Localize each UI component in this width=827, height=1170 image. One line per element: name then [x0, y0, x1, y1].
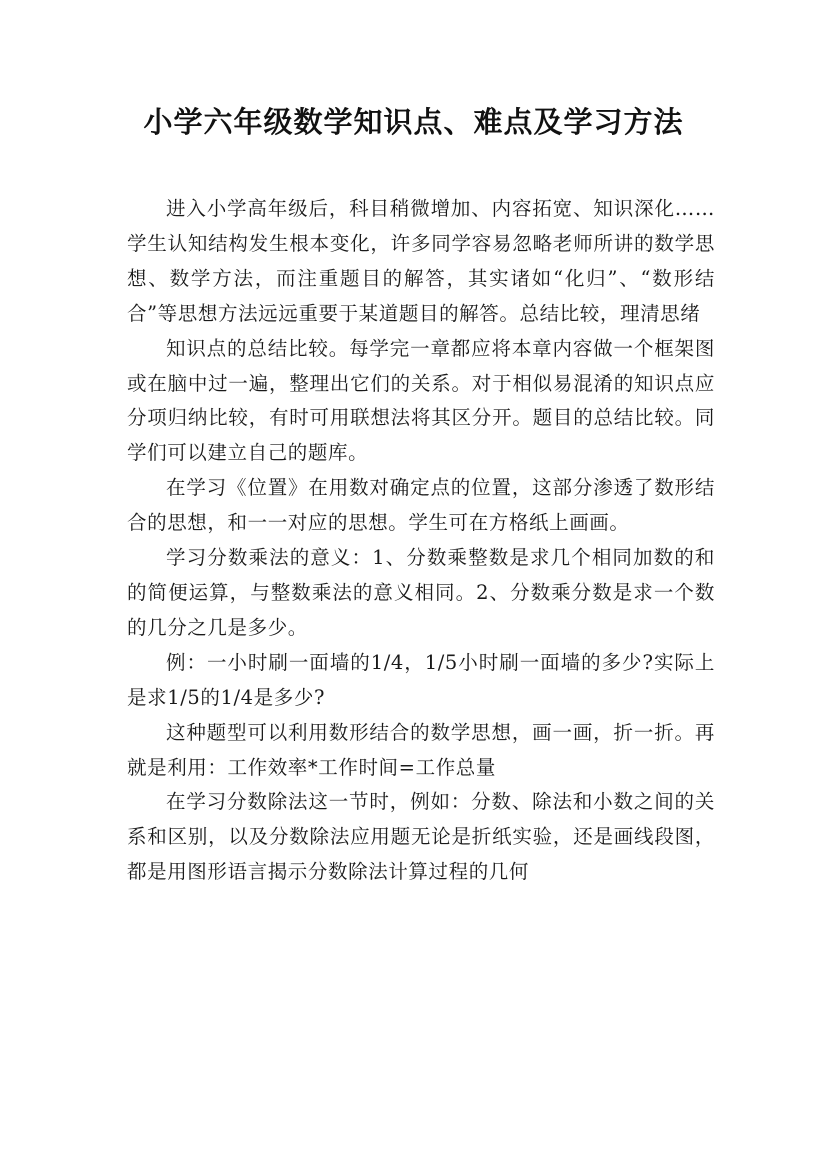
paragraph: 学习分数乘法的意义：1、分数乘整数是求几个相同加数的和的简便运算，与整数乘法的意义相同。2、分数乘分数是求一个数的几分之几是多少。	[127, 546, 715, 639]
paragraph: 在学习《位置》在用数对确定点的位置，这部分渗透了数形结合的思想，和一一对应的思想。学生可在方格纸上画画。	[127, 476, 715, 535]
document-title: 小学六年级数学知识点、难点及学习方法	[143, 105, 684, 139]
paragraph: 例：一小时刷一面墙的1/4，1/5小时刷一面墙的多少?实际上是求1/5的1/4是多少?	[127, 650, 715, 709]
document-body	[127, 192, 715, 890]
paragraph: 在学习分数除法这一节时，例如：分数、除法和小数之间的关系和区别，以及分数除法应用题无论是折纸实验，还是画线段图，都是用图形语言揭示分数除法计算过程的几何	[127, 790, 715, 884]
paragraph: 知识点的总结比较。每学完一章都应将本章内容做一个框架图或在脑中过一遍，整理出它们的关系。对于相似易混淆的知识点应分项归纳比较，有时可用联想法将其区分开。题目的总结比较。同学们可以建立自己的题库。	[127, 336, 715, 465]
paragraph: 进入小学高年级后，科目稍微增加、内容拓宽、知识深化……学生认知结构发生根本变化，许多同学容易忽略老师所讲的数学思想、数学方法，而注重题目的解答，其实诸如“化归”、“数形结合”等思想方法远远重要于某道题目的解答。总结比较，理清思绪	[127, 197, 715, 325]
paragraph: 这种题型可以利用数形结合的数学思想，画一画，折一折。再就是利用：工作效率*工作时间=工作总量	[127, 720, 715, 779]
